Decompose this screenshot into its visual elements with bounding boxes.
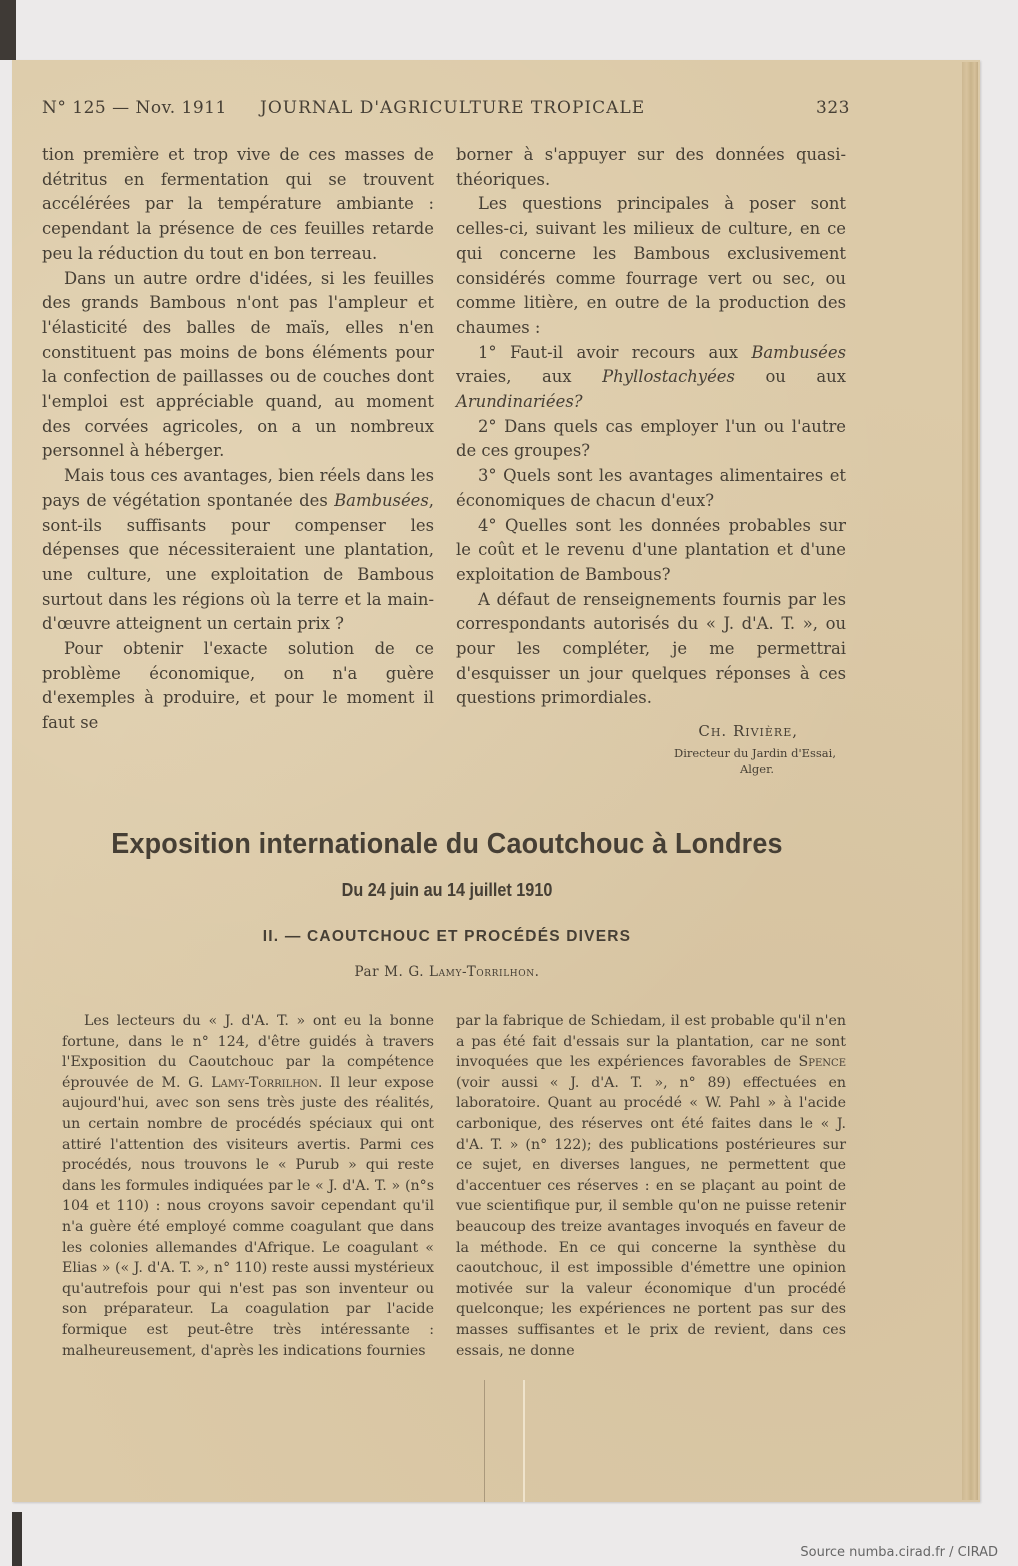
paragraph [456,1011,846,1361]
author-name: Ch. Rivière, [698,722,798,740]
text-run: Les lecteurs du « J. d'A. T. » ont eu la bonne fortune, dans le n° 124, d'être guidés à travers l'Exposition du Caoutchouc par la compétence éprouvée de M. G. [62,1013,434,1091]
section-heading: II. — CAOUTCHOUC ET PROCÉDÉS DIVERS [262,928,632,945]
paragraph: A défaut de renseignements fournis par les correspondants autorisés du « J. d'A. T. », ou pour les compléter, je me permettrai d'esquisser un jour quelques réponses à ces questions primordiales. [456,589,846,708]
column-right-bottom [456,1011,846,1361]
column-left-top [42,143,434,736]
text-run: . Il leur expose aujourd'hui, avec son sens très juste des réalités, un certain nombre de procédés spéciaux qui ont attiré l'attention des visiteurs avertis. Parmi ces procédés, nous trouvons le « Purub » qui reste dans les formules indiquées par le « J. d'A. T. » (n°s 104 et 110) : nous croyons savoir cependant qu'il n'a guère été employé comme coagulant que dans les colonies allemandes d'Afrique. Le coagulant « Elias » (« J. d'A. T. », n° 110) reste aussi mystérieux qu'autrefois pour qui n'est pas son inventeur ou son préparateur. La coagulation par l'acide formique est peut-être très intéressante : malheureusement, d'après les indications fournies [62,1074,435,1359]
book-binding-edge-bottom [12,1512,22,1566]
paragraph: borner à s'appuyer sur des données quasi-théoriques. [456,145,846,189]
paragraph: Les questions principales à poser sont celles-ci, suivant les milieux de culture, en ce qui concerne les Bambous exclusivement considérés comme fourrage vert ou sec, ou comme litière, en outre de la production des chaumes : [456,194,846,337]
article-title: Exposition internationale du Caoutchouc à Londres [111,828,783,860]
issue-number: N° 125 — Nov. 1911 [42,98,227,118]
question-4: 4° Quelles sont les données probables sur le coût et le revenu d'une plantation et d'une exploitation de Bambous? [456,515,846,584]
author-role: Directeur du Jardin d'Essai, [673,746,836,760]
page-number: 323 [816,98,850,118]
question-1 [456,341,846,415]
italic-term: Bambusées [751,342,846,362]
byline [42,964,852,980]
question-3: 3° Quels sont les avantages alimentaires et économiques de chacun d'eux? [456,466,846,510]
paragraph [62,1011,434,1361]
column-right-top [456,143,846,711]
byline-prefix: Par M. G. [354,964,429,980]
italic-term: Bambusées [334,490,429,510]
italic-term: Arundinariées? [456,392,583,412]
author-place: Alger. [739,762,774,776]
author-name-inline: Lamy-Torrilhon [211,1074,318,1091]
source-credit: Source numba.cirad.fr / CIRAD [800,1545,998,1560]
text-run: 1° Faut-il avoir recours aux [478,342,752,362]
running-header [42,98,852,122]
text-run: , sont-ils suffisants pour compenser les dépenses que nécessiteraient une plantation, une culture, une exploitation de Bambous surtout dans les régions où la terre et la main-d'œuvre atteignent un certain prix ? [42,490,434,634]
paragraph: Dans un autre ordre d'idées, si les feuilles des grands Bambous n'ont pas l'ampleur et l'élasticité des balles de maïs, elles n'en constituent pas moins de bons éléments pour la confection de paillasses ou de couches dont l'emploi est appréciable quand, au moment des corvées agricoles, on a un nombreux personnel à héberger. [42,268,434,461]
journal-title: JOURNAL D'AGRICULTURE TROPICALE [260,98,646,118]
text-run: par la fabrique de Schiedam, il est probable qu'il n'en a pas été fait d'essais sur la plantation, car ne sont invoquées que les expériences favorables de [456,1013,846,1071]
question-2: 2° Dans quels cas employer l'un ou l'autre de ces groupes? [456,416,846,461]
paragraph [42,464,434,637]
page-fold-crease [484,1380,485,1502]
paragraph: Pour obtenir l'exacte solution de ce problème économique, on n'a guère d'exemples à produire, et pour le moment il faut se [42,639,434,733]
page-stack-edge [962,62,978,1500]
text-run: vraies, aux [456,367,603,387]
byline-author: Lamy-Torrilhon. [429,964,540,980]
column-left-bottom [62,1011,434,1361]
article-dates: Du 24 juin au 14 juillet 1910 [341,880,553,900]
page-fold-crease-highlight [523,1380,525,1502]
author-signature [456,722,846,776]
text-run: ou aux [734,367,846,387]
italic-term: Phyllostachyées [602,367,735,387]
paragraph: tion première et trop vive de ces masses de détritus en fermentation qui se trouvent accélérées par la température ambiante : cependant la présence de ces feuilles retarde peu la réduction du tout en bon terreau. [42,145,434,263]
name-inline: Spence [798,1054,846,1071]
text-run: (voir aussi « J. d'A. T. », n° 89) effectuées en laboratoire. Quant au procédé « W. Pahl » à l'acide carbonique, des réserves ont été faites dans le « J. d'A. T. » (n° 122); des publications postérieures sur ce sujet, en diverses langues, ne permettent que d'accentuer ces réserves : en se plaçant au point de vue scientifique pur, il semble qu'on ne puisse retenir beaucoup des treize avantages invoqués en faveur de la méthode. En ce qui concerne la synthèse du caoutchouc, il est impossible d'émettre une opinion motivée sur la valeur économique d'un procédé quelconque; les expériences ne portent pas sur des masses suffisantes et le prix de revient, dans ces essais, ne donne [456,1074,846,1359]
book-binding-edge [0,0,16,60]
text-run: Mais tous ces avantages, bien réels dans les pays de végétation spontanée des [42,466,434,510]
